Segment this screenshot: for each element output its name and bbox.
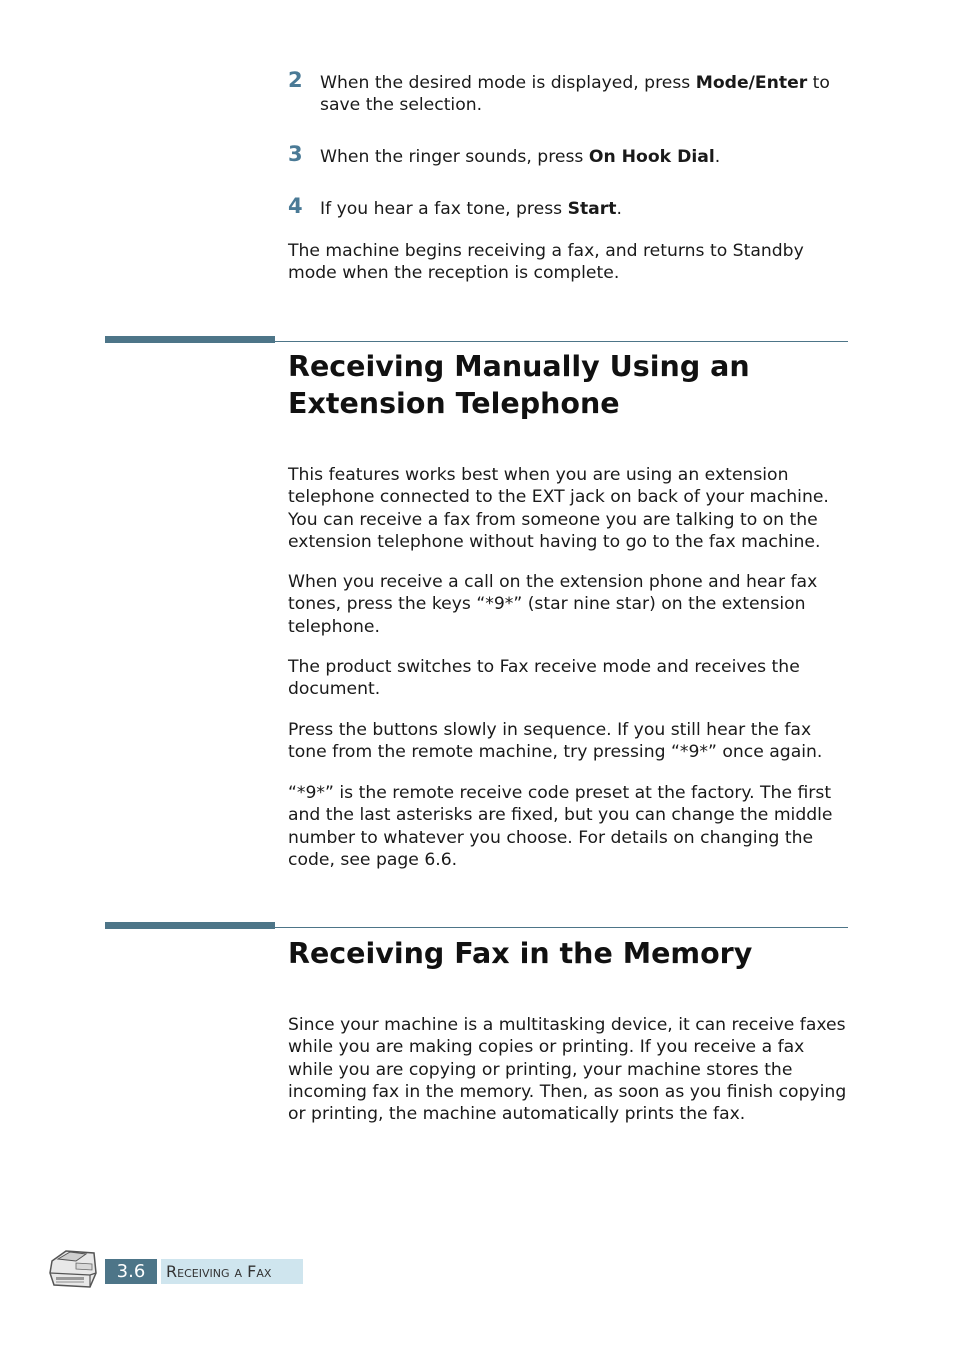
section-divider	[105, 922, 848, 929]
step-number: 4	[288, 194, 303, 218]
section1-paragraph-1: This features works best when you are using an extension telephone connected to the EXT jack on back of your machine. You can receive a fax from someone you are talking to on the extension telephone without having to go to the fax machine.	[288, 465, 829, 552]
section-heading-memory	[288, 935, 848, 972]
section1-paragraph-4: Press the buttons slowly in sequence. If you still hear the fax tone from the remote machine, try pressing “*9*” once again.	[288, 720, 823, 763]
step-text: When the ringer sounds, press On Hook Dial.	[320, 147, 721, 167]
section-heading-manual	[288, 348, 848, 422]
step-3	[288, 142, 848, 168]
step-text: If you hear a fax tone, press Start.	[320, 199, 622, 219]
section1-paragraph-2: When you receive a call on the extension phone and hear fax tones, press the keys “*9*” (star nine star) on the extension telephone.	[288, 572, 818, 637]
fax-machine-icon	[46, 1243, 100, 1291]
section-title: Receiving Manually Using an Extension Telephone	[288, 350, 750, 420]
section-divider	[105, 336, 848, 343]
step-text: When the desired mode is displayed, press Mode/Enter to save the selection.	[320, 73, 830, 116]
section2-paragraph-1: Since your machine is a multitasking device, it can receive faxes while you are making copies or printing. If you receive a fax while you are copying or printing, your machine stores the incoming fax in the memory. Then, as soon as you finish copying or printing, the machine automatically prints the fax.	[288, 1015, 847, 1125]
step-number: 2	[288, 68, 303, 92]
step-2	[288, 68, 848, 117]
step-number: 3	[288, 142, 303, 166]
page-number: 3.6	[105, 1259, 157, 1284]
section1-paragraph-5: “*9*” is the remote receive code preset at the factory. The first and the last asterisks are fixed, but you can change the middle number to whatever you choose. For details on changing the code, see page 6.6.	[288, 783, 833, 870]
section1-paragraph-3: The product switches to Fax receive mode and receives the document.	[288, 657, 800, 700]
section-title: Receiving Fax in the Memory	[288, 937, 753, 970]
chapter-title: Receiving a Fax	[161, 1259, 303, 1284]
after-steps-text: The machine begins receiving a fax, and returns to Standby mode when the reception is complete.	[288, 241, 804, 284]
step-4	[288, 194, 848, 220]
